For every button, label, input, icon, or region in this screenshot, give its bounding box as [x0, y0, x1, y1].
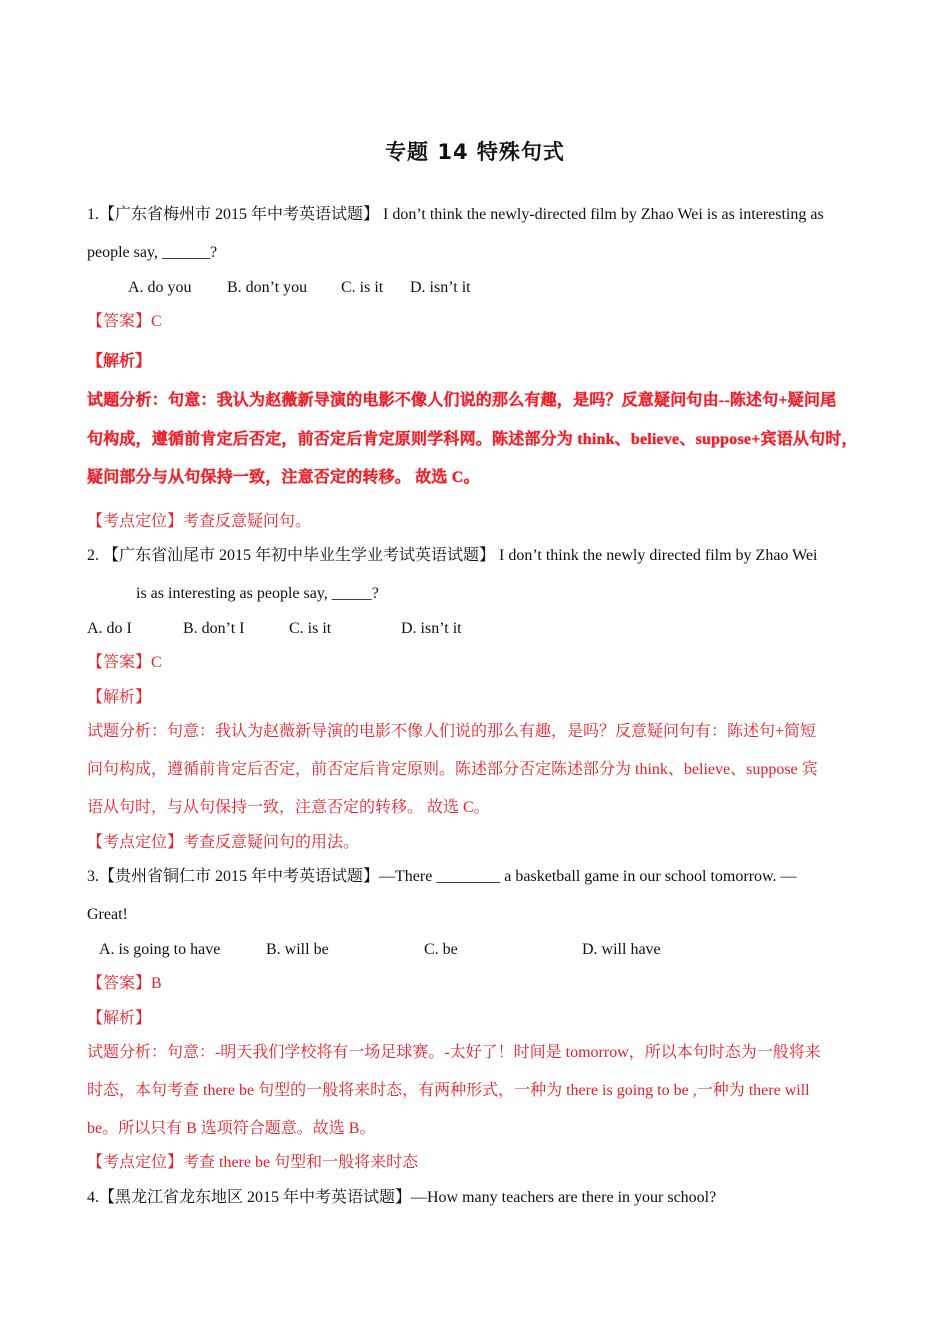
q3-analysis-line2: 时态，本句考查 there be 句型的一般将来时态，有两种形式，一种为 there is going to be ,一种为 there will: [87, 1082, 810, 1099]
q2-option-c: C. is it: [289, 620, 332, 637]
q1-options: [128, 278, 471, 298]
q2-analysis-line3: 语从句时，与从句保持一致，注意否定的转移。 故选 C。: [87, 799, 490, 816]
q3-analysis-line1: 试题分析：句意：-明天我们学校将有一场足球赛。-太好了！时间是 tomorrow，所以本句时态为一般将来: [87, 1044, 821, 1061]
page-title: 专题 14 特殊句式: [385, 140, 565, 164]
q2-option-d: D. isn’t it: [401, 620, 462, 637]
q2-analysis-label: 【解析】: [87, 689, 152, 706]
q3-option-b: B. will be: [266, 941, 329, 958]
q3-option-d: D. will have: [582, 941, 661, 958]
q1-analysis-label: 【解析】: [87, 353, 152, 370]
q3-option-a: A. is going to have: [99, 941, 221, 958]
q1-option-d: D. isn’t it: [410, 279, 471, 296]
q3-option-c: C. be: [424, 941, 458, 958]
q1-stem-line2: people say, ______?: [87, 244, 218, 261]
q3-point: 【考点定位】考查 there be 句型和一般将来时态: [87, 1154, 419, 1171]
q2-analysis-line1: 试题分析：句意：我认为赵薇新导演的电影不像人们说的那么有趣，是吗？反意疑问句有：陈述句+简短: [87, 723, 817, 740]
q3-stem-line1: 3.【贵州省铜仁市 2015 年中考英语试题】—There ________ a basketball game in our school tomorrow. —: [87, 868, 797, 885]
q2-point: 【考点定位】考查反意疑问句的用法。: [87, 834, 360, 851]
q3-options: [99, 940, 661, 960]
q3-analysis-line3: be。所以只有 B 选项符合题意。故选 B。: [87, 1120, 376, 1137]
q2-option-a: A. do I: [87, 620, 132, 637]
q1-answer: 【答案】C: [87, 313, 162, 330]
q2-stem-line2: is as interesting as people say, _____?: [136, 585, 379, 602]
q1-stem-line1: 1.【广东省梅州市 2015 年中考英语试题】 I don’t think the newly-directed film by Zhao Wei is as interesting as: [87, 206, 824, 223]
q1-analysis-line2: 句构成，遵循前肯定后否定，前否定后肯定原则学科网。陈述部分为 think、believe、suppose+宾语从句时，: [87, 431, 858, 448]
q3-stem-line2: Great!: [87, 906, 128, 923]
q2-analysis-line2: 问句构成，遵循前肯定后否定，前否定后肯定原则。陈述部分否定陈述部分为 think、believe、suppose 宾: [87, 761, 818, 778]
q1-analysis-line1: 试题分析：句意：我认为赵薇新导演的电影不像人们说的那么有趣，是吗？反意疑问句由--陈述句+疑问尾: [87, 392, 837, 409]
q3-answer: 【答案】B: [87, 975, 162, 992]
q3-analysis-label: 【解析】: [87, 1010, 152, 1027]
q2-option-b: B. don’t I: [183, 620, 245, 637]
q2-stem-line1: 2. 【广东省汕尾市 2015 年初中毕业生学业考试英语试题】 I don’t think the newly directed film by Zhao Wei: [87, 547, 818, 564]
q4-stem-line1: 4.【黑龙江省龙东地区 2015 年中考英语试题】—How many teachers are there in your school?: [87, 1189, 717, 1206]
q1-point: 【考点定位】考查反意疑问句。: [87, 513, 312, 530]
q1-analysis-line3: 疑问部分与从句保持一致，注意否定的转移。 故选 C。: [87, 469, 480, 486]
q2-options: [87, 619, 462, 639]
q1-option-c: C. is it: [341, 279, 384, 296]
q1-option-a: A. do you: [128, 279, 192, 296]
q2-answer: 【答案】C: [87, 654, 162, 671]
q1-option-b: B. don’t you: [227, 279, 308, 296]
